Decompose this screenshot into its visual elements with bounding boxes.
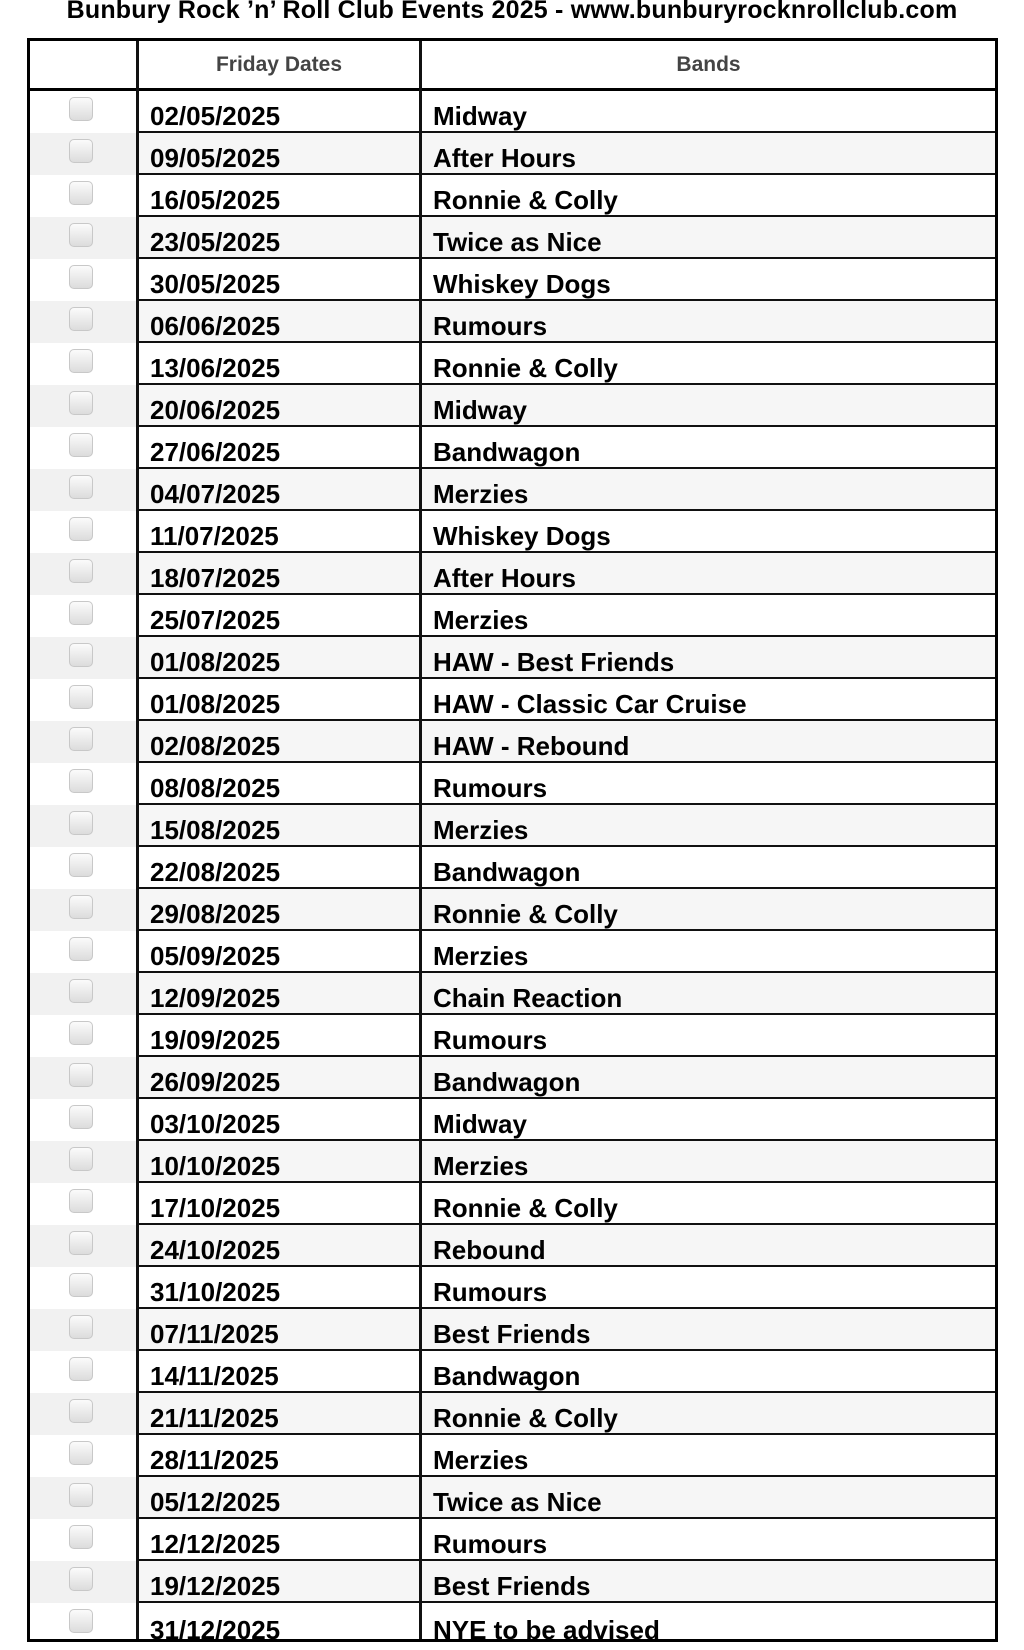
- row-checkbox[interactable]: [69, 181, 93, 205]
- checkbox-cell: [30, 1183, 136, 1225]
- band-name: Midway: [433, 1109, 527, 1139]
- event-date: 24/10/2025: [150, 1235, 281, 1265]
- band-cell: [422, 1141, 995, 1183]
- table-row: [30, 1141, 995, 1183]
- table-header: [30, 41, 995, 91]
- event-date: 02/05/2025: [150, 101, 281, 131]
- checkbox-cell: [30, 763, 136, 805]
- date-cell: [139, 469, 419, 511]
- checkbox-cell: [30, 301, 136, 343]
- band-name: Rumours: [433, 311, 548, 341]
- table-row: [30, 1561, 995, 1603]
- band-cell: [422, 301, 995, 343]
- band-name: Rebound: [433, 1235, 546, 1265]
- table-row: [30, 1057, 995, 1099]
- band-name: Merzies: [433, 1445, 529, 1475]
- band-name: Whiskey Dogs: [433, 521, 611, 551]
- band-name: After Hours: [433, 143, 577, 173]
- date-cell: [139, 637, 419, 679]
- row-checkbox[interactable]: [69, 1441, 93, 1465]
- event-date: 13/06/2025: [150, 353, 281, 383]
- date-cell: [139, 1141, 419, 1183]
- row-checkbox[interactable]: [69, 1021, 93, 1045]
- row-checkbox[interactable]: [69, 811, 93, 835]
- event-date: 03/10/2025: [150, 1109, 281, 1139]
- date-cell: [139, 847, 419, 889]
- table-row: [30, 1309, 995, 1351]
- date-cell: [139, 343, 419, 385]
- checkbox-cell: [30, 1519, 136, 1561]
- checkbox-cell: [30, 175, 136, 217]
- band-name: Whiskey Dogs: [433, 269, 611, 299]
- event-date: 20/06/2025: [150, 395, 281, 425]
- event-date: 26/09/2025: [150, 1067, 281, 1097]
- event-date: 16/05/2025: [150, 185, 281, 215]
- table-row: [30, 1393, 995, 1435]
- row-checkbox[interactable]: [69, 307, 93, 331]
- date-cell: [139, 1309, 419, 1351]
- event-date: 22/08/2025: [150, 857, 281, 887]
- checkbox-cell: [30, 1435, 136, 1477]
- page-title: Bunbury Rock ’n’ Roll Club Events 2025 - www.bunburyrocknrollclub.com: [66, 0, 958, 24]
- band-cell: [422, 1015, 995, 1057]
- table-row: [30, 1225, 995, 1267]
- event-date: 12/12/2025: [150, 1529, 281, 1559]
- band-cell: [422, 973, 995, 1015]
- date-cell: [139, 301, 419, 343]
- date-cell: [139, 1561, 419, 1603]
- date-cell: [139, 1267, 419, 1309]
- band-cell: [422, 637, 995, 679]
- date-cell: [139, 91, 419, 133]
- date-cell: [139, 385, 419, 427]
- event-date: 04/07/2025: [150, 479, 281, 509]
- row-checkbox[interactable]: [69, 223, 93, 247]
- header-friday-dates: Friday Dates: [215, 53, 343, 76]
- checkbox-cell: [30, 1309, 136, 1351]
- band-cell: [422, 847, 995, 889]
- event-date: 10/10/2025: [150, 1151, 281, 1181]
- band-name: Ronnie & Colly: [433, 185, 618, 215]
- column-divider: [136, 41, 139, 1639]
- band-cell: [422, 1435, 995, 1477]
- table-row: [30, 1267, 995, 1309]
- table-row: [30, 1477, 995, 1519]
- event-date: 02/08/2025: [150, 731, 281, 761]
- checkbox-cell: [30, 343, 136, 385]
- event-date: 21/11/2025: [150, 1403, 279, 1433]
- checkbox-cell: [30, 91, 136, 133]
- row-checkbox[interactable]: [69, 1399, 93, 1423]
- date-cell: [139, 1099, 419, 1141]
- table-row: [30, 931, 995, 973]
- table-body: [30, 91, 995, 1645]
- row-checkbox[interactable]: [69, 853, 93, 877]
- event-date: 07/11/2025: [150, 1319, 279, 1349]
- band-name: Best Friends: [433, 1571, 591, 1601]
- row-checkbox[interactable]: [69, 685, 93, 709]
- row-checkbox[interactable]: [69, 475, 93, 499]
- event-date: 29/08/2025: [150, 899, 281, 929]
- row-checkbox[interactable]: [69, 937, 93, 961]
- event-date: 23/05/2025: [150, 227, 281, 257]
- column-divider: [419, 41, 422, 1639]
- band-name: Merzies: [433, 815, 529, 845]
- date-cell: [139, 259, 419, 301]
- checkbox-cell: [30, 847, 136, 889]
- date-cell: [139, 1477, 419, 1519]
- table-row: [30, 427, 995, 469]
- band-name: Twice as Nice: [433, 227, 602, 257]
- table-row: [30, 1603, 995, 1645]
- band-name: Bandwagon: [433, 437, 581, 467]
- event-date: 11/07/2025: [150, 521, 279, 551]
- table-row: [30, 385, 995, 427]
- checkbox-cell: [30, 553, 136, 595]
- band-name: Bandwagon: [433, 857, 581, 887]
- date-cell: [139, 1351, 419, 1393]
- date-cell: [139, 133, 419, 175]
- row-checkbox[interactable]: [69, 97, 93, 121]
- band-name: HAW - Classic Car Cruise: [433, 689, 747, 719]
- event-date: 06/06/2025: [150, 311, 281, 341]
- band-name: Rumours: [433, 1277, 548, 1307]
- checkbox-cell: [30, 469, 136, 511]
- row-checkbox[interactable]: [69, 1357, 93, 1381]
- table-row: [30, 637, 995, 679]
- date-cell: [139, 1183, 419, 1225]
- band-name: Ronnie & Colly: [433, 1403, 618, 1433]
- row-checkbox[interactable]: [69, 1231, 93, 1255]
- checkbox-cell: [30, 721, 136, 763]
- band-cell: [422, 259, 995, 301]
- date-cell: [139, 1057, 419, 1099]
- band-cell: [422, 1057, 995, 1099]
- row-checkbox[interactable]: [69, 1567, 93, 1591]
- row-checkbox[interactable]: [69, 1189, 93, 1213]
- date-cell: [139, 1519, 419, 1561]
- row-checkbox[interactable]: [69, 1315, 93, 1339]
- table-row: [30, 1099, 995, 1141]
- event-date: 14/11/2025: [150, 1361, 279, 1391]
- table-row: [30, 91, 995, 133]
- band-name: Rumours: [433, 1529, 548, 1559]
- row-checkbox[interactable]: [69, 517, 93, 541]
- band-name: Merzies: [433, 479, 529, 509]
- band-name: Chain Reaction: [433, 983, 623, 1013]
- row-checkbox[interactable]: [69, 265, 93, 289]
- checkbox-cell: [30, 1351, 136, 1393]
- band-cell: [422, 1393, 995, 1435]
- checkbox-cell: [30, 1015, 136, 1057]
- band-name: Bandwagon: [433, 1067, 581, 1097]
- date-cell: [139, 1603, 419, 1645]
- table-row: [30, 343, 995, 385]
- band-cell: [422, 595, 995, 637]
- band-name: After Hours: [433, 563, 577, 593]
- band-cell: [422, 931, 995, 973]
- table-row: [30, 133, 995, 175]
- event-date: 17/10/2025: [150, 1193, 281, 1223]
- band-name: Ronnie & Colly: [433, 899, 618, 929]
- row-checkbox[interactable]: [69, 559, 93, 583]
- table-row: [30, 301, 995, 343]
- checkbox-cell: [30, 217, 136, 259]
- band-name: Merzies: [433, 605, 529, 635]
- date-cell: [139, 427, 419, 469]
- table-row: [30, 1015, 995, 1057]
- band-name: Best Friends: [433, 1319, 591, 1349]
- date-cell: [139, 1225, 419, 1267]
- events-table: [27, 38, 998, 1645]
- date-cell: [139, 721, 419, 763]
- checkbox-cell: [30, 1141, 136, 1183]
- event-date: 18/07/2025: [150, 563, 281, 593]
- band-cell: [422, 1225, 995, 1267]
- date-cell: [139, 931, 419, 973]
- checkbox-cell: [30, 427, 136, 469]
- band-name: Ronnie & Colly: [433, 1193, 618, 1223]
- band-cell: [422, 385, 995, 427]
- band-cell: [422, 175, 995, 217]
- checkbox-cell: [30, 931, 136, 973]
- row-checkbox[interactable]: [69, 769, 93, 793]
- band-name: Twice as Nice: [433, 1487, 602, 1517]
- checkbox-cell: [30, 1267, 136, 1309]
- checkbox-cell: [30, 259, 136, 301]
- row-checkbox[interactable]: [69, 1483, 93, 1507]
- band-cell: [422, 217, 995, 259]
- date-cell: [139, 595, 419, 637]
- date-cell: [139, 553, 419, 595]
- table-row: [30, 217, 995, 259]
- checkbox-cell: [30, 511, 136, 553]
- row-checkbox[interactable]: [69, 391, 93, 415]
- band-name: Rumours: [433, 773, 548, 803]
- table-row: [30, 1519, 995, 1561]
- row-checkbox[interactable]: [69, 139, 93, 163]
- table-row: [30, 847, 995, 889]
- date-cell: [139, 217, 419, 259]
- checkbox-cell: [30, 1057, 136, 1099]
- event-date: 08/08/2025: [150, 773, 281, 803]
- band-cell: [422, 91, 995, 133]
- event-date: 31/10/2025: [150, 1277, 281, 1307]
- band-name: Merzies: [433, 941, 529, 971]
- event-date: 05/12/2025: [150, 1487, 281, 1517]
- date-cell: [139, 175, 419, 217]
- header-bands: Bands: [676, 53, 741, 76]
- band-name: Midway: [433, 395, 527, 425]
- band-cell: [422, 1561, 995, 1603]
- table-row: [30, 721, 995, 763]
- checkbox-cell: [30, 385, 136, 427]
- band-name: Rumours: [433, 1025, 548, 1055]
- checkbox-cell: [30, 1477, 136, 1519]
- band-cell: [422, 805, 995, 847]
- event-date: 31/12/2025: [150, 1615, 281, 1645]
- band-cell: [422, 343, 995, 385]
- band-name: Merzies: [433, 1151, 529, 1181]
- checkbox-cell: [30, 1225, 136, 1267]
- row-checkbox[interactable]: [69, 979, 93, 1003]
- band-name: NYE to be advised: [433, 1615, 660, 1645]
- event-date: 05/09/2025: [150, 941, 281, 971]
- band-name: HAW - Rebound: [433, 731, 630, 761]
- checkbox-cell: [30, 637, 136, 679]
- table-row: [30, 175, 995, 217]
- table-row: [30, 805, 995, 847]
- table-row: [30, 1183, 995, 1225]
- table-row: [30, 595, 995, 637]
- row-checkbox[interactable]: [69, 349, 93, 373]
- table-row: [30, 679, 995, 721]
- band-cell: [422, 469, 995, 511]
- row-checkbox[interactable]: [69, 727, 93, 751]
- date-cell: [139, 679, 419, 721]
- band-cell: [422, 889, 995, 931]
- checkbox-cell: [30, 1561, 136, 1603]
- table-row: [30, 973, 995, 1015]
- event-date: 30/05/2025: [150, 269, 281, 299]
- event-date: 01/08/2025: [150, 689, 281, 719]
- band-name: Midway: [433, 101, 527, 131]
- band-cell: [422, 1309, 995, 1351]
- row-checkbox[interactable]: [69, 1609, 93, 1633]
- band-name: Ronnie & Colly: [433, 353, 618, 383]
- event-date: 01/08/2025: [150, 647, 281, 677]
- row-checkbox[interactable]: [69, 1147, 93, 1171]
- checkbox-cell: [30, 973, 136, 1015]
- band-cell: [422, 721, 995, 763]
- table-row: [30, 763, 995, 805]
- row-checkbox[interactable]: [69, 895, 93, 919]
- event-date: 27/06/2025: [150, 437, 281, 467]
- event-date: 28/11/2025: [150, 1445, 279, 1475]
- table-row: [30, 259, 995, 301]
- date-cell: [139, 1435, 419, 1477]
- checkbox-cell: [30, 805, 136, 847]
- date-cell: [139, 511, 419, 553]
- row-checkbox[interactable]: [69, 601, 93, 625]
- checkbox-cell: [30, 133, 136, 175]
- band-name: HAW - Best Friends: [433, 647, 675, 677]
- event-date: 25/07/2025: [150, 605, 281, 635]
- date-cell: [139, 889, 419, 931]
- band-cell: [422, 1183, 995, 1225]
- row-checkbox[interactable]: [69, 433, 93, 457]
- event-date: 12/09/2025: [150, 983, 281, 1013]
- checkbox-cell: [30, 889, 136, 931]
- table-row: [30, 1435, 995, 1477]
- table-row: [30, 469, 995, 511]
- checkbox-cell: [30, 679, 136, 721]
- band-cell: [422, 427, 995, 469]
- band-cell: [422, 1351, 995, 1393]
- date-cell: [139, 1015, 419, 1057]
- row-checkbox[interactable]: [69, 1525, 93, 1549]
- band-cell: [422, 679, 995, 721]
- band-cell: [422, 1477, 995, 1519]
- table-row: [30, 889, 995, 931]
- checkbox-cell: [30, 1603, 136, 1645]
- band-cell: [422, 1519, 995, 1561]
- band-cell: [422, 133, 995, 175]
- checkbox-cell: [30, 595, 136, 637]
- table-row: [30, 553, 995, 595]
- checkbox-cell: [30, 1393, 136, 1435]
- band-cell: [422, 1099, 995, 1141]
- band-cell: [422, 511, 995, 553]
- row-checkbox[interactable]: [69, 1063, 93, 1087]
- event-date: 15/08/2025: [150, 815, 281, 845]
- band-cell: [422, 553, 995, 595]
- event-date: 09/05/2025: [150, 143, 281, 173]
- band-cell: [422, 1267, 995, 1309]
- event-date: 19/12/2025: [150, 1571, 281, 1601]
- band-name: Bandwagon: [433, 1361, 581, 1391]
- table-row: [30, 1351, 995, 1393]
- band-cell: [422, 763, 995, 805]
- date-cell: [139, 763, 419, 805]
- band-cell: [422, 1603, 995, 1645]
- date-cell: [139, 1393, 419, 1435]
- row-checkbox[interactable]: [69, 1273, 93, 1297]
- table-row: [30, 511, 995, 553]
- date-cell: [139, 973, 419, 1015]
- row-checkbox[interactable]: [69, 643, 93, 667]
- row-checkbox[interactable]: [69, 1105, 93, 1129]
- date-cell: [139, 805, 419, 847]
- checkbox-cell: [30, 1099, 136, 1141]
- event-date: 19/09/2025: [150, 1025, 281, 1055]
